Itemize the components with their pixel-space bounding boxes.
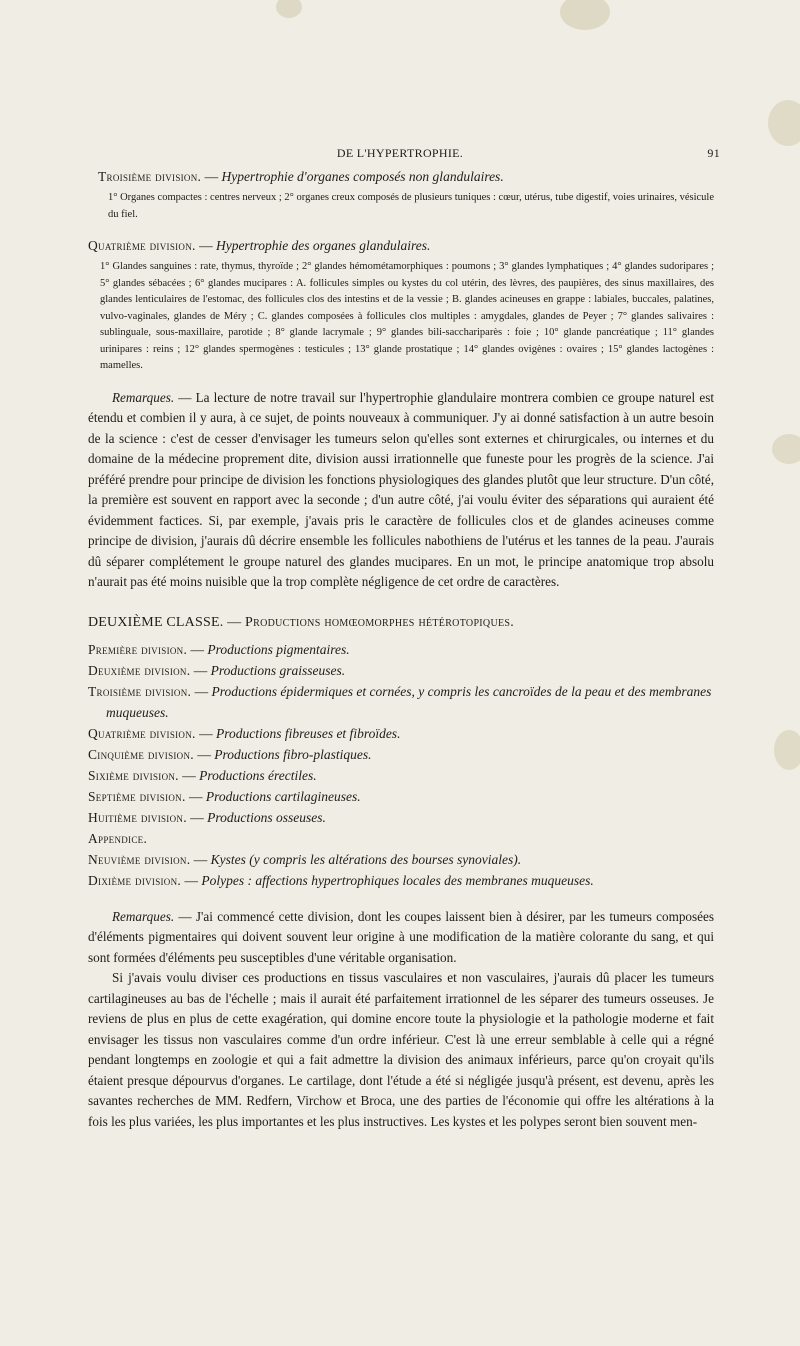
class-title: Productions homœomorphes hétérotopiques. (245, 614, 515, 630)
division-list-item: Troisième division. — Productions épidermiques et cornées, y compris les cancroïdes de la peau et des membranes muqueuses. (88, 683, 712, 720)
paper-stain (774, 730, 800, 770)
division-list-item: Cinquième division. — Productions fibro-plastiques. (88, 746, 372, 762)
remarks-lead: Remarques. (112, 389, 175, 405)
division-heading-quatrieme (88, 237, 714, 255)
list-item-label: Neuvième division. (88, 851, 191, 867)
division-title: Hypertrophie d'organes composés non glandulaires. (221, 169, 504, 184)
list-item-title: Productions cartilagineuses. (205, 788, 361, 804)
paper-stain (768, 100, 800, 146)
running-head (80, 146, 720, 164)
division-list-item: Dixième division. — Polypes : affections hypertrophiques locales des membranes muqueuses. (88, 872, 594, 888)
list-item-title: Productions graisseuses. (210, 662, 346, 678)
division-list-item: Première division. — Productions pigmentaires. (88, 641, 350, 657)
list-item-label: Sixième division. (88, 767, 179, 783)
list-item-title: Productions érectiles. (199, 767, 317, 783)
page-content (88, 168, 714, 1132)
division-text-quatrieme: 1° Glandes sanguines : rate, thymus, thyroïde ; 2° glandes hémométamorphiques : poumons ; 3° glandes lymphatiques ; 4° glandes sudoripares ; 5° glandes sébacées ; 6° glandes mucipares : A. follicules simples ou kystes du col utérin, des lèvres, des paupières, des sinus maxillaires, des glandes lenticulaires de l'estomac, des follicules clos des intestins et de la vessie ; B. glandes acineuses en grappe : labiales, buccales, palatines, vulvo-vaginales, glandes de Méry ; C. glandes composées à follicules clos multiples : amygdales, glandes de Peyer ; 7° glandes salivaires : sublinguale, sous-maxillaire, parotide ; 8° glande lacrymale ; 9° glandes bili-sacchariparès : foie ; 10° glande pancréatique ; 11° glandes urinipares : reins ; 12° glandes spermogènes : testicules ; 13° glande prostatique ; 14° glandes ovigènes : ovaires ; 15° glandes lactogènes : mamelles. (100, 261, 714, 371)
remarks-lead: Remarques. (112, 908, 175, 924)
division-text-troisieme: 1° Organes compactes : centres nerveux ; 2° organes creux composés de plusieurs tuniques : cœur, utérus, tube digestif, voies urinaires, vésicule du fiel. (108, 192, 714, 220)
remarks-paragraph (88, 388, 714, 593)
list-item-title: Polypes : affections hypertrophiques locales des membranes muqueuses. (201, 872, 594, 888)
remarks-text: — La lecture de notre travail sur l'hypertrophie glandulaire montrera combien ce groupe naturel est étendu et combien il y aura, à ce sujet, de points nouveaux à communiquer. J'y ai donné satisfaction à un autre besoin de la science : c'est de cesser d'envisager les tumeurs selon qu'elles sont externes et chirurgicales, ou internes et du domaine de la médecine proprement dite, division aussi irrationnelle que funeste pour les progrès de la science. J'ai préféré prendre pour principe de division les fonctions physiologiques des glandes plutôt que leur structure. D'un côté, la première est souvent en rapport avec la seconde ; d'un autre côté, j'ai voulu éviter des séparations qui auraient été évidemment factices. Si, par exemple, j'avais pris le caractère de follicules clos et de glandes acineuses comme principe de division, j'aurais dû décrire ensemble les follicules nabothiens de l'utérus et les tannes de la peau. J'aurais dû séparer complétement le groupe naturel des glandes mucipares. En un mot, le principe anatomique trop absolu n'aurait pas été moins nuisible que la trop complète négligence de cet ordre de caractères. (88, 389, 714, 589)
running-head-title: DE L'HYPERTROPHIE. (336, 146, 464, 160)
body-paragraph: Si j'avais voulu diviser ces productions en tissus vasculaires et non vasculaires, j'aurais dû placer les tumeurs cartilagineuses au bas de l'échelle ; mais il aurait été parfaitement irrationnel de les séparer des tumeurs osseuses. Je reviens de plus en plus de cette exagération, qui domine encore toute la physiologie et la pathologie moderne et fait envisager les tissus non vasculaires comme d'un ordre inférieur. C'est là une erreur semblable à celle qui a régné pendant longtemps en zoologie et qui a fait admettre la division des animaux inférieurs, parce qu'on croyait qu'ils étaient presque dépourvus d'organes. Le cartilage, dont l'étude a été si négligée jusqu'à présent, est devenu, après les savantes recherches de MM. Redfern, Virchow et Broca, une des parties de l'économie qui offre les altérations à la fois les plus variées, les plus importantes et les plus instructives. Les kystes et les polypes seront bien souvent men- (88, 970, 714, 1129)
remarks-paragraph (88, 907, 714, 969)
division-title: Hypertrophie des organes glandulaires. (215, 238, 431, 253)
division-list-item: Huitième division. — Productions osseuses. (88, 809, 326, 825)
dash: — (199, 238, 213, 253)
list-item-label: Troisième division. (88, 683, 192, 699)
list-item-label: Première division. (88, 641, 188, 657)
list-item-title: Productions pigmentaires. (207, 641, 350, 657)
list-item-label: Quatrième division. (88, 725, 196, 741)
list-item-label: Dixième division. (88, 872, 182, 888)
list-item-label: Septième division. (88, 788, 186, 804)
division-label: Troisième division. (98, 169, 202, 184)
page-number: 91 (707, 146, 720, 160)
list-item-title: Kystes (y compris les altérations des bourses synoviales). (210, 851, 522, 867)
list-item-label: Huitième division. (88, 809, 187, 825)
list-item-title: Productions osseuses. (207, 809, 326, 825)
division-list-item: Septième division. — Productions cartilagineuses. (88, 788, 361, 804)
list-item-title: Productions fibreuses et fibroïdes. (215, 725, 401, 741)
division-list-item: Neuvième division. — Kystes (y compris les altérations des bourses synoviales). (88, 851, 522, 867)
paper-stain (560, 0, 610, 30)
class-heading (88, 613, 714, 633)
dash: — (227, 614, 242, 630)
division-heading-troisieme (88, 168, 714, 186)
division-list (88, 639, 714, 891)
remarks-text: — J'ai commencé cette division, dont les coupes laissent bien à désirer, par les tumeurs composées d'éléments pigmentaires qui doivent souvent leur origine à une modification de la matière colorante du sang, et qui sont formées d'éléments peu susceptibles d'une véritable organisation. (88, 908, 714, 965)
paper-stain (276, 0, 302, 18)
list-item-label: Appendice. (88, 830, 148, 846)
division-list-item: Quatrième division. — Productions fibreuses et fibroïdes. (88, 725, 401, 741)
list-item-title: Productions fibro-plastiques. (214, 746, 372, 762)
dash: — (204, 169, 219, 184)
class-label: DEUXIÈME CLASSE. (88, 614, 224, 630)
appendix-item (88, 828, 714, 849)
list-item-label: Deuxième division. (88, 662, 191, 678)
division-list-item: Sixième division. — Productions érectiles. (88, 767, 317, 783)
division-label: Quatrième division. (88, 238, 196, 253)
division-list-item: Deuxième division. — Productions graisseuses. (88, 662, 346, 678)
list-item-title: Productions épidermiques et cornées, y compris les cancroïdes de la peau et des membranes muqueuses. (106, 683, 712, 720)
paper-stain (772, 434, 800, 464)
list-item-label: Cinquième division. (88, 746, 194, 762)
